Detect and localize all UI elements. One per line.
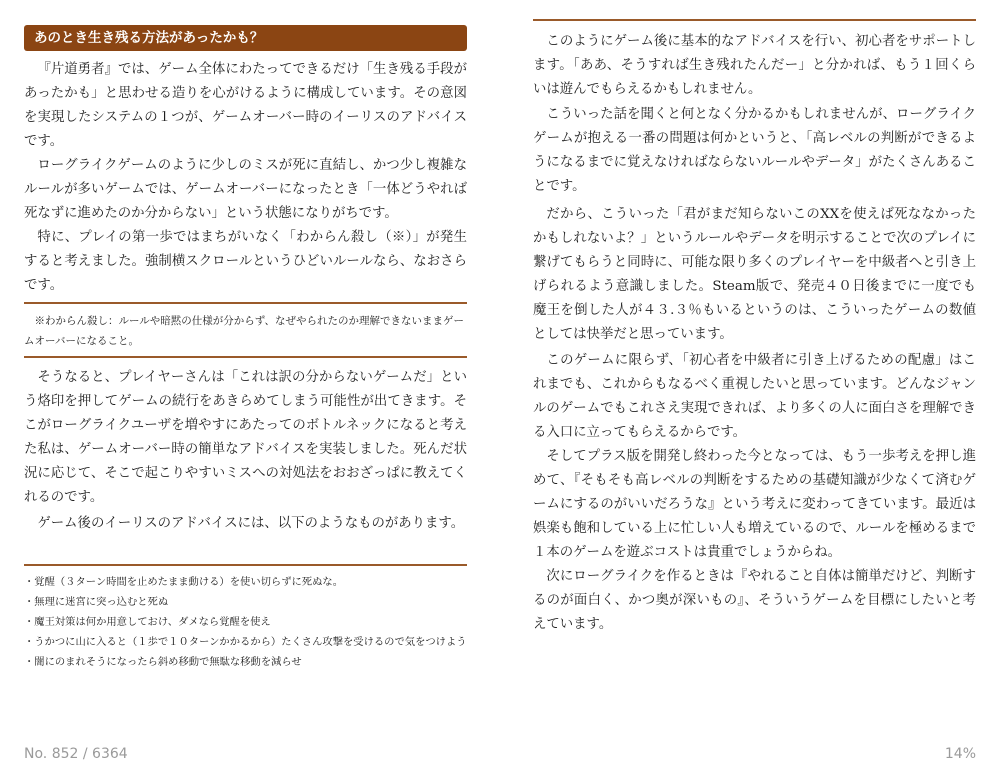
paragraph: このゲームに限らず、「初心者を中級者に引き上げるための配慮」はこれまでも、これからもなるべく重視したいと思っています。どんなジャンルのゲームでもこれさえ実現できれば、より多くの人に面白さを理解できる入口に立ってもらえるからです。 [533, 353, 976, 440]
paragraph: ゲーム後のイーリスのアドバイスには、以下のようなものがあります。 [37, 516, 465, 531]
advice-list [24, 572, 467, 672]
reading-progress: 14% [944, 746, 976, 762]
location-indicator: No. 852 / 6364 [24, 746, 128, 762]
paragraph: そうなると、プレイヤーさんは「これは訳の分からないゲームだ」という烙印を押してゲームの続行をあきらめてしまう可能性が出てきます。そこがローグライクユーザを増やすにあたってのボトルネックになると考えた私は、ゲームオーバー時の簡単なアドバイスを実装しました。死んだ状況に応じて、そこで起こりやすいミスへの対処法をおおざっぱに教えてくれるのです。 [24, 370, 467, 505]
list-item: ・無理に迷宮に突っ込むと死ぬ [24, 596, 169, 608]
note-bottom-rule [24, 356, 467, 358]
footnote: ※わからん殺し：ルールや暗黙の仕様が分からず、なぜやられたのか理解できないままゲームオーバーになること。 [24, 315, 464, 347]
note-top-rule [24, 302, 467, 304]
paragraph: そしてプラス版を開発し終わった今となっては、もう一歩考えを押し進めて、『そもそも高レベルの判断をするための基礎知識が少なくて済むゲームにするのがいいだろうな』という考えに変わってきています。最近は娯楽も飽和している上に忙しい人も増えているので、ルールを極めるまで１本のゲームを遊ぶコストは貴重でしょうからね。 [533, 449, 976, 560]
paragraph: だから、こういった「君がまだ知らないこのXXを使えば死ななかったかもしれないよ？」というルールやデータを明示することで次のプレイに繋げてもらうと同時に、可能な限り多くのプレイヤーを中級者へと引き上げられるよう意識しました。Steam版で、発売４０日後までに一度でも魔王を倒した人が４３.３％もいるというのは、こういったゲームの数値としては快挙だと思っています。 [533, 207, 976, 342]
tips-top-rule [24, 564, 467, 566]
paragraph: 『片道勇者』では、ゲーム全体にわたってできるだけ「生き残る手段があったかも」と思わせる造りを心がけるように構成しています。その意図を実現したシステムの１つが、ゲームオーバー時のイーリスのアドバイスです。 [24, 62, 467, 149]
paragraph: ローグライクゲームのように少しのミスが死に直結し、かつ少し複雑なルールが多いゲームでは、ゲームオーバーになったとき「一体どうやれば死なずに進めたのか分からない」という状態になりがちです。 [24, 158, 467, 221]
paragraph: 次にローグライクを作るときは『やれること自体は簡単だけど、判断するのが面白く、かつ奥が深いもの』、そういうゲームを目標にしたいと考えています。 [533, 569, 976, 632]
list-item: ・うかつに山に入ると（１歩で１０ターンかかるから）たくさん攻撃を受けるので気をつけよう [24, 636, 467, 648]
list-item: ・魔王対策は何か用意しておけ、ダメなら覚醒を使え [24, 616, 271, 628]
paragraph: 特に、プレイの第一歩ではまちがいなく「わからん殺し（※）」が発生すると考えました。強制横スクロールというひどいルールなら、なおさらです。 [24, 230, 467, 293]
paragraph: このようにゲーム後に基本的なアドバイスを行い、初心者をサポートします。「ああ、そうすれば生き残れたんだー」と分かれば、もう１回くらいは遊んでもらえるかもしれません。 [533, 34, 976, 97]
list-item: ・覚醒（３ターン時間を止めたまま動ける）を使い切らずに死ぬな。 [24, 576, 343, 588]
top-rule [533, 19, 976, 21]
paragraph: こういった話を聞くと何となく分かるかもしれませんが、ローグライクゲームが抱える一番の問題は何かというと、「高レベルの判断ができるようになるまでに覚えなければならないルールやデータ」がたくさんあることです。 [533, 107, 976, 194]
section-heading: あのとき生き残る方法があったかも？ [24, 25, 467, 51]
list-item: ・闇にのまれそうになったら斜め移動で無駄な移動を減らせ [24, 656, 302, 668]
